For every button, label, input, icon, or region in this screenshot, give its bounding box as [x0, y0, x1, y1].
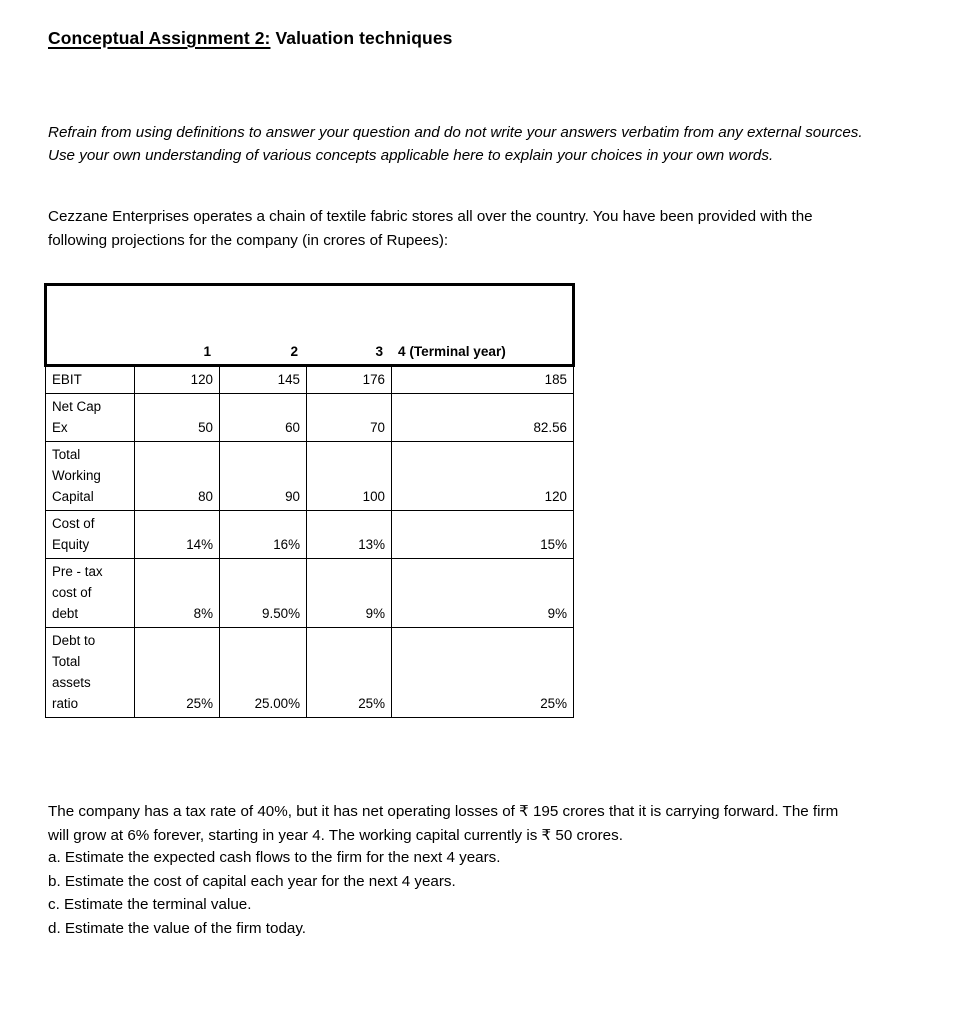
list-item: b. Estimate the cost of capital each year for the next 4 years.: [48, 872, 456, 890]
table-row: [46, 394, 574, 442]
cell-year1: 8%: [135, 559, 220, 628]
cell-year4: 82.56: [392, 394, 574, 442]
cell-year2: 90: [220, 442, 307, 511]
projections-table-container: [44, 283, 572, 718]
cell-year4: 185: [392, 366, 574, 394]
table-row: [46, 366, 574, 394]
cell-year4: 15%: [392, 511, 574, 559]
row-label: Pre - tax cost of debt: [46, 559, 135, 628]
page-title-underlined-part: Conceptual Assignment 2:: [48, 28, 271, 48]
table-row: [46, 628, 574, 718]
table-row: [46, 442, 574, 511]
page-title-plain-part: Valuation techniques: [270, 28, 453, 48]
column-header-year4: 4 (Terminal year): [398, 344, 506, 359]
cell-year1: 80: [135, 442, 220, 511]
table-header-row: [46, 285, 574, 366]
cell-year3: 25%: [307, 628, 392, 718]
cell-year2: 25.00%: [220, 628, 307, 718]
cell-year1: 120: [135, 366, 220, 394]
cell-year3: 70: [307, 394, 392, 442]
list-item: d. Estimate the value of the firm today.: [48, 919, 307, 937]
projections-table-body: [46, 285, 574, 718]
table-header-cell: [46, 285, 574, 366]
cell-year4: 9%: [392, 559, 574, 628]
column-header-year1: 1: [203, 344, 211, 359]
question-list: [48, 846, 748, 940]
cell-year3: 100: [307, 442, 392, 511]
intro-paragraph: Cezzane Enterprises operates a chain of textile fabric stores all over the country. You have been provided with the following projections for the company (in crores of Rupees):: [48, 208, 813, 250]
list-item: a. Estimate the expected cash flows to the firm for the next 4 years.: [48, 849, 501, 866]
cell-year1: 14%: [135, 511, 220, 559]
projections-table: [44, 283, 575, 718]
cell-year2: 145: [220, 366, 307, 394]
cell-year2: 9.50%: [220, 559, 307, 628]
cell-year2: 16%: [220, 511, 307, 559]
row-label: Total Working Capital: [46, 442, 135, 511]
closing-paragraph: The company has a tax rate of 40%, but it has net operating losses of ₹ 195 crores that it is carrying forward. The firm will grow at 6% forever, starting in year 4. The working capital currently is ₹ 50 crores.: [48, 803, 839, 844]
column-header-year3: 3: [375, 344, 383, 359]
row-label: Debt to Total assets ratio: [46, 628, 135, 718]
cell-year3: 13%: [307, 511, 392, 559]
cell-year1: 25%: [135, 628, 220, 718]
page-title: [48, 28, 452, 49]
cell-year4: 120: [392, 442, 574, 511]
row-label: Cost of Equity: [46, 511, 135, 559]
row-label: Net Cap Ex: [46, 394, 135, 442]
table-row: [46, 511, 574, 559]
row-label: EBIT: [46, 366, 135, 394]
column-header-year2: 2: [290, 344, 298, 359]
cell-year2: 60: [220, 394, 307, 442]
cell-year3: 176: [307, 366, 392, 394]
list-item: c. Estimate the terminal value.: [48, 896, 252, 913]
table-row: [46, 559, 574, 628]
cell-year4: 25%: [392, 628, 574, 718]
cell-year3: 9%: [307, 559, 392, 628]
instruction-paragraph: Refrain from using definitions to answer your question and do not write your answers verbatim from any external sources. Use your own understanding of various concepts applicable here to explain your choices in your own words.: [48, 124, 863, 165]
cell-year1: 50: [135, 394, 220, 442]
